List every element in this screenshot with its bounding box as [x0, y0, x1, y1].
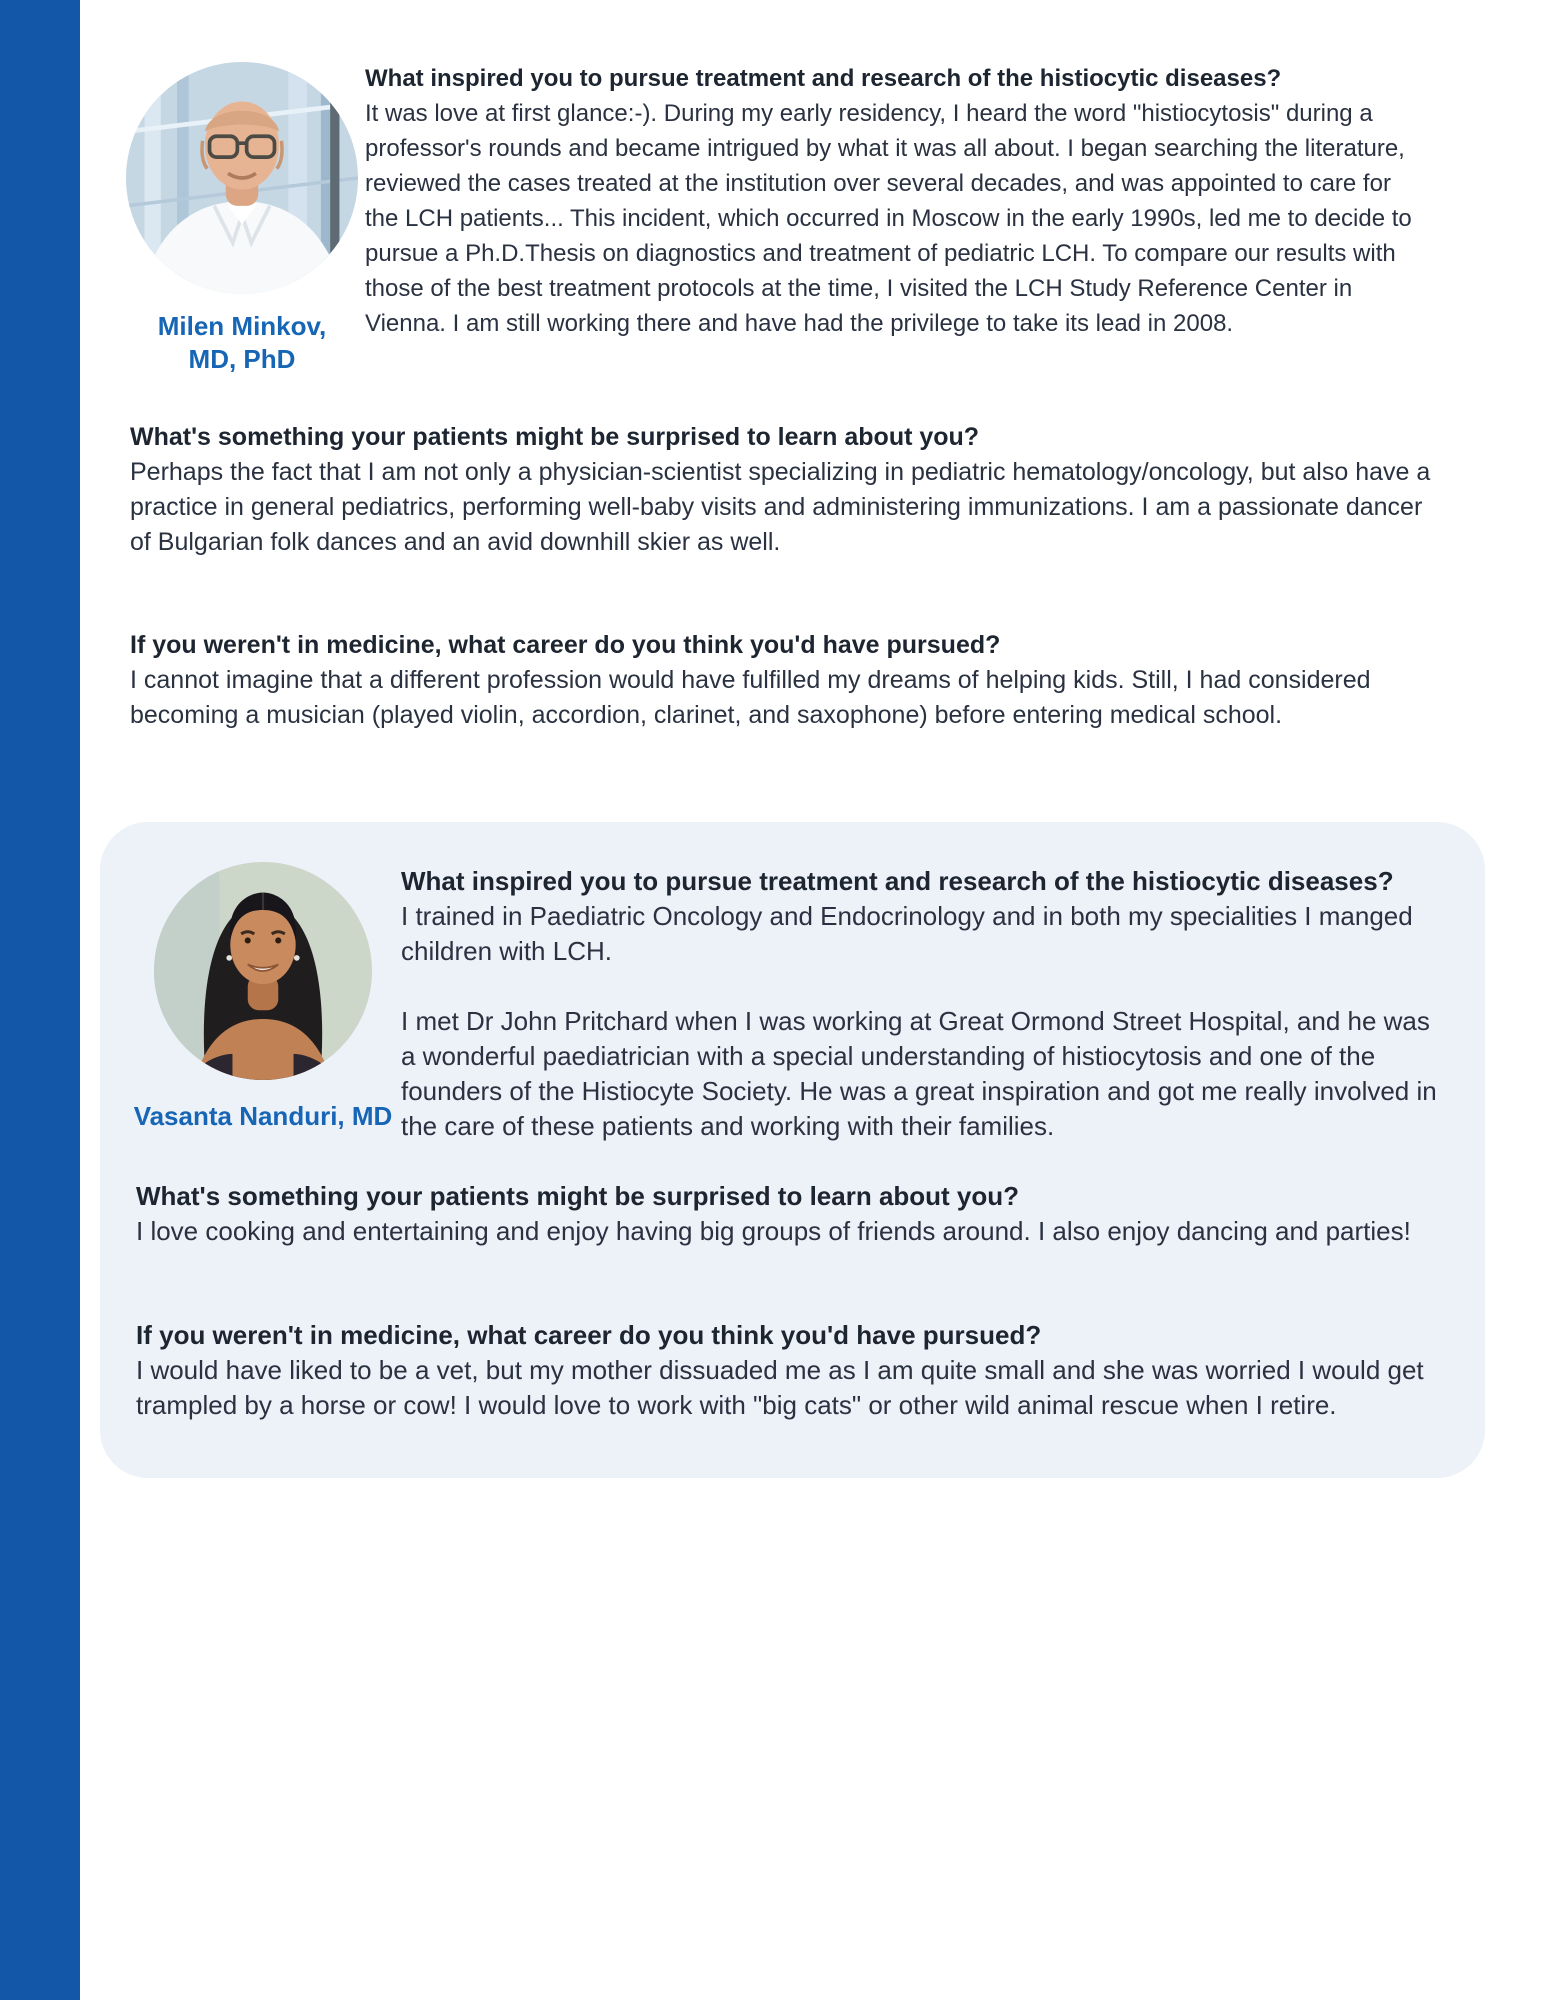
doctor-name-vasanta-nanduri	[133, 1100, 393, 1133]
answer-text: I cannot imagine that a different profession would have fulfilled my dreams of helping kids. Still, I had considered becoming a musician (played violin, accordion, clarinet, and saxophone) before entering medical school.	[130, 666, 1371, 729]
question-text: What's something your patients might be surprised to learn about you?	[136, 1181, 1020, 1211]
answer-text: I would have liked to be a vet, but my mother dissuaded me as I am quite small and she was worried I would get trampled by a horse or cow! I would love to work with "big cats" or other wild animal rescue when I retire.	[136, 1355, 1424, 1420]
qa-block-nanduri-career	[136, 1318, 1448, 1423]
doctor-name-line1: Milen Minkov,	[157, 311, 327, 341]
answer-text: I met Dr John Pritchard when I was working at Great Ormond Street Hospital, and he was a wonderful paediatrician with a special understanding of histiocytosis and one of the founders of the Histiocyte Society. He was a great inspiration and got me really involved in the care of these patients and working with their families.	[401, 1006, 1437, 1141]
answer-text: Perhaps the fact that I am not only a physician-scientist specializing in pediatric hematology/oncology, but also have a practice in general pediatrics, performing well-baby visits and administering immunizations. I am a passionate dancer of Bulgarian folk dances and an avid downhill skier as well.	[130, 458, 1431, 556]
profile-vasanta-nanduri-header	[133, 862, 393, 1133]
vasanta-nanduri-photo	[154, 862, 372, 1080]
question-text: What's something your patients might be surprised to learn about you?	[130, 423, 980, 451]
left-accent-bar	[0, 0, 80, 2000]
doctor-name-line1: Vasanta Nanduri, MD	[133, 1101, 393, 1131]
qa-block-minkov-career	[130, 628, 1445, 733]
answer-text: I love cooking and entertaining and enjoy having big groups of friends around. I also enjoy dancing and parties!	[136, 1216, 1411, 1246]
doctor-name-milen-minkov	[126, 310, 358, 376]
answer-text: It was love at first glance:-). During my early residency, I heard the word "histiocytosis" during a professor's rounds and became intrigued by what it was all about. I began searching the literature, reviewed the cases treated at the institution over several decades, and was appointed to care for the LCH patients... This incident, which occurred in Moscow in the early 1990s, led me to decide to pursue a Ph.D.Thesis on diagnostics and treatment of pediatric LCH. To compare our results with those of the best treatment protocols at the time, I visited the LCH Study Reference Center in Vienna. I am still working there and have had the privilege to take its lead in 2008.	[365, 100, 1412, 337]
question-text: If you weren't in medicine, what career do you think you'd have pursued?	[136, 1320, 1042, 1350]
qa-block-minkov-surprise	[130, 420, 1445, 560]
question-text: If you weren't in medicine, what career do you think you'd have pursued?	[130, 631, 1001, 659]
qa-block-minkov-inspiration	[365, 61, 1423, 341]
qa-block-nanduri-surprise	[136, 1179, 1448, 1249]
profile-vasanta-nanduri-card	[100, 822, 1485, 1478]
qa-block-nanduri-inspiration	[401, 864, 1441, 1144]
profile-milen-minkov-header	[126, 62, 358, 376]
question-text: What inspired you to pursue treatment and research of the histiocytic diseases?	[401, 866, 1394, 896]
answer-text: I trained in Paediatric Oncology and Endocrinology and in both my specialities I manged children with LCH.	[401, 901, 1413, 966]
question-text: What inspired you to pursue treatment and research of the histiocytic diseases?	[365, 65, 1282, 92]
doctor-name-line2: MD, PhD	[188, 344, 296, 374]
milen-minkov-photo	[126, 62, 358, 294]
